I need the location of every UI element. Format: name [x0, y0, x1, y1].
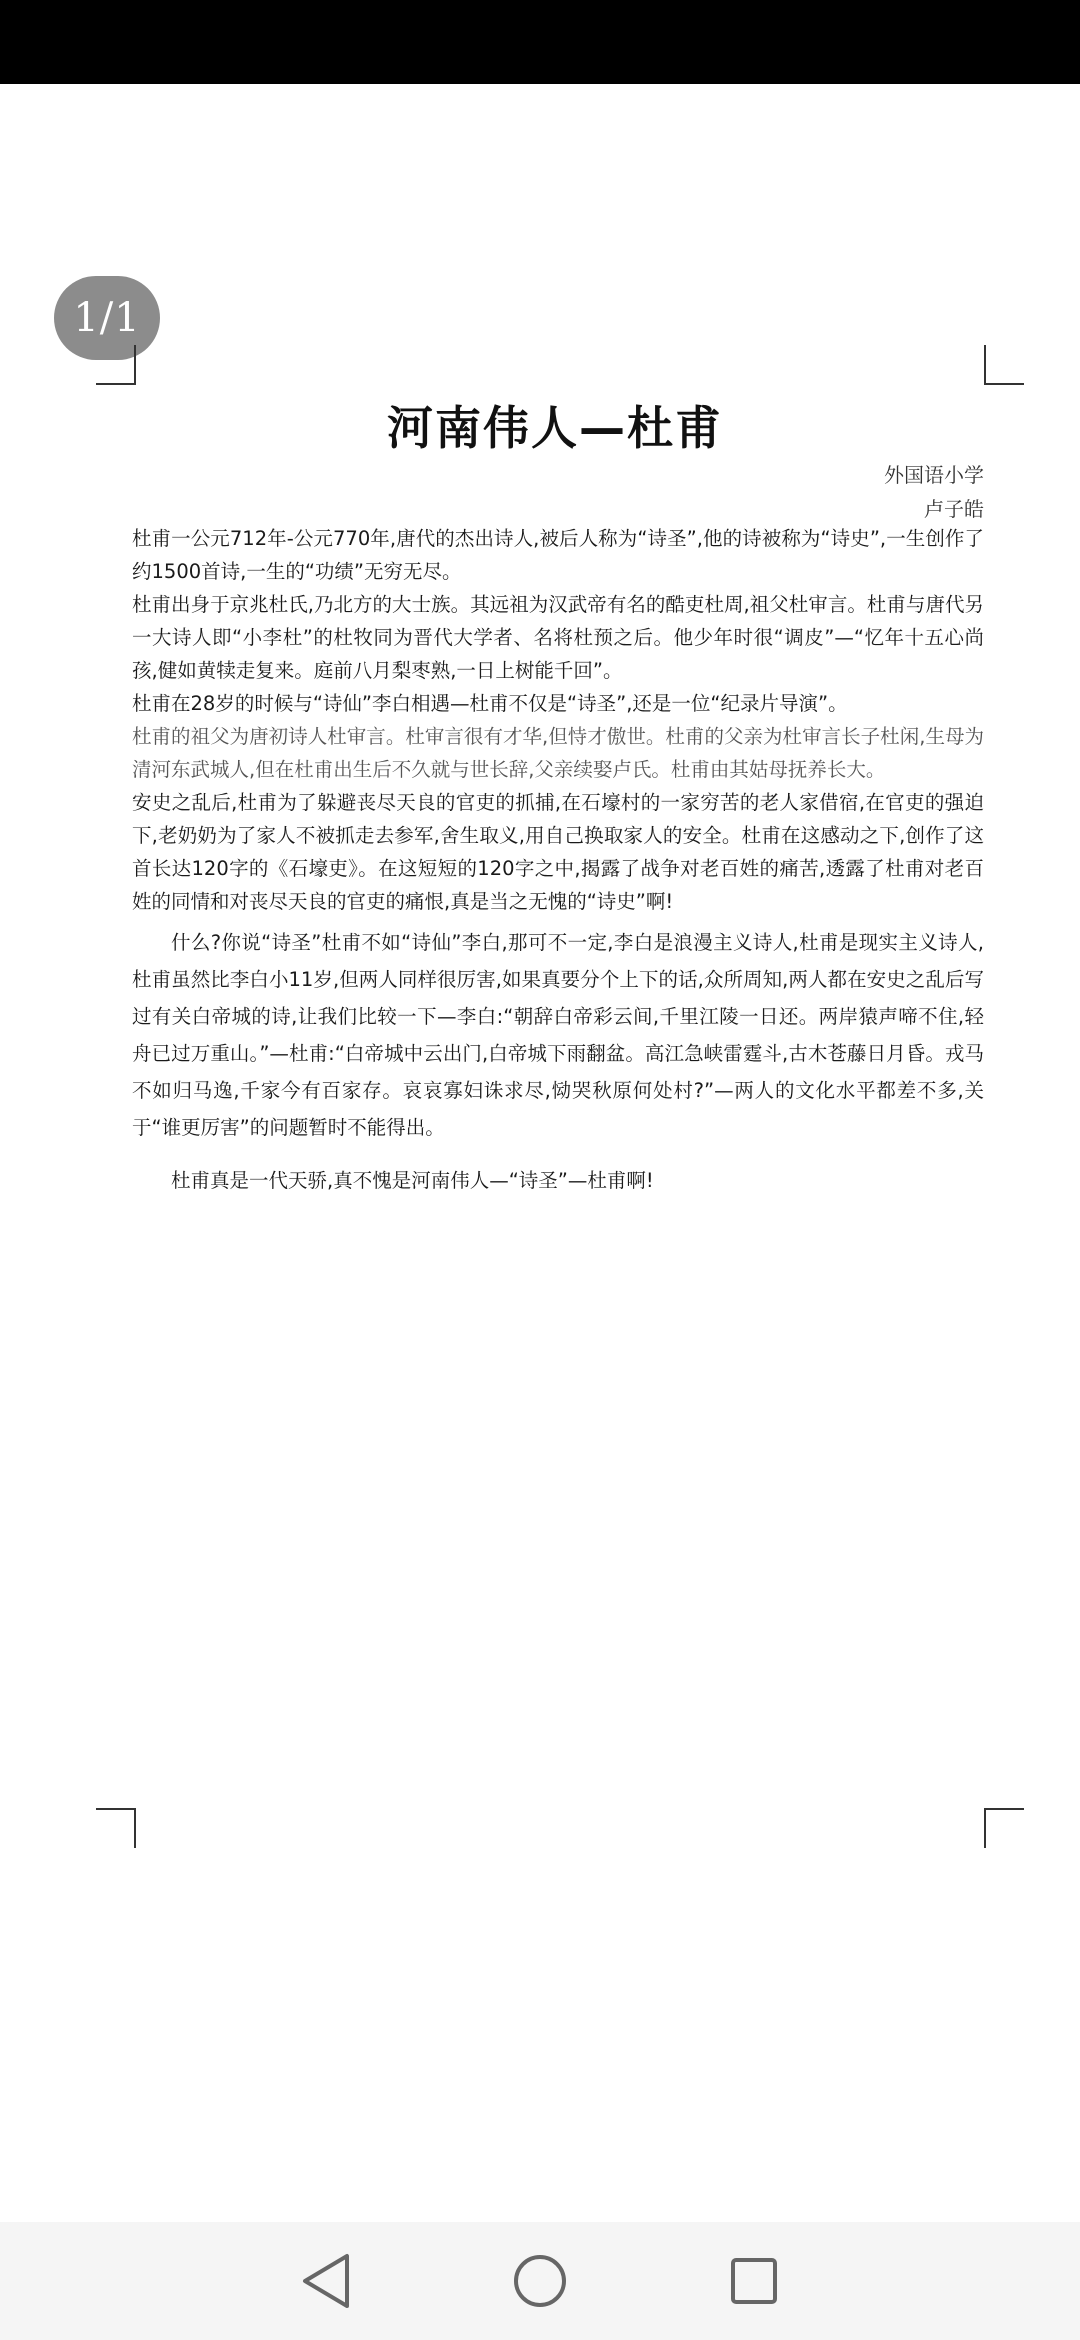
recents-icon [729, 2256, 779, 2306]
paragraph-meeting: 杜甫在28岁的时候与“诗仙”李白相遇—杜甫不仅是“诗圣”,还是一位“纪录片导演”。 [132, 692, 848, 715]
school-name: 外国语小学 [884, 463, 984, 487]
paragraph-family: 杜甫出身于京兆杜氏,乃北方的大士族。其远祖为汉武帝有名的酷吏杜周,祖父杜审言。杜甫与唐代另一大诗人即“小李杜”的杜牧同为晋代大学者、名将杜预之后。他少年时很“调皮”—“忆年十五心尚孩,健如黄犊走复来。庭前八月梨枣熟,一日上树能千回”。 [132, 593, 984, 682]
navigation-bar [0, 2222, 1080, 2340]
page-corner-mark-top-left [96, 345, 136, 385]
home-button[interactable] [508, 2249, 572, 2313]
page-corner-mark-bottom-left [96, 1808, 136, 1848]
document-title: 河南伟人—杜甫 [387, 401, 723, 455]
document-body [132, 522, 984, 1199]
page-corner-mark-bottom-right [984, 1808, 1024, 1848]
recents-button[interactable] [722, 2249, 786, 2313]
back-icon [299, 2252, 353, 2310]
paragraph-conclusion: 杜甫真是一代天骄,真不愧是河南伟人—“诗圣”—杜甫啊! [171, 1169, 654, 1192]
paragraph-grandfather: 杜甫的祖父为唐初诗人杜审言。杜审言很有才华,但恃才傲世。杜甫的父亲为杜审言长子杜闲,生母为清河东武城人,但在杜甫出生后不久就与世长辞,父亲续娶卢氏。杜甫由其姑母抚养长大。 [132, 725, 984, 781]
paragraph-intro: 杜甫一公元712年-公元770年,唐代的杰出诗人,被后人称为“诗圣”,他的诗被称为“诗史”,一生创作了约1500首诗,一生的“功绩”无穷无尽。 [132, 527, 984, 583]
status-bar [0, 0, 1080, 84]
page-indicator: 1/1 [54, 276, 160, 360]
home-icon [512, 2253, 568, 2309]
back-button[interactable] [294, 2249, 358, 2313]
paragraph-comparison: 什么?你说“诗圣”杜甫不如“诗仙”李白,那可不一定,李白是浪漫主义诗人,杜甫是现实主义诗人,杜甫虽然比李白小11岁,但两人同样很厉害,如果真要分个上下的话,众所周知,两人都在安史之乱后写过有关白帝城的诗,让我们比较一下—李白:“朝辞白帝彩云间,千里江陵一日还。两岸猿声啼不住,轻舟已过万重山。”—杜甫:“白帝城中云出门,白帝城下雨翻盆。高江急峡雷霆斗,古木苍藤日月昏。戎马不如归马逸,千家今有百家存。哀哀寡妇诛求尽,恸哭秋原何处村?”—两人的文化水平都差不多,关于“谁更厉害”的问题暂时不能得出。 [132, 931, 984, 1139]
author-block [884, 458, 984, 526]
page-corner-mark-top-right [984, 345, 1024, 385]
author-name: 卢子皓 [924, 497, 984, 521]
paragraph-anshi-rebellion: 安史之乱后,杜甫为了躲避丧尽天良的官吏的抓捕,在石壕村的一家穷苦的老人家借宿,在官吏的强迫下,老奶奶为了家人不被抓走去参军,舍生取义,用自己换取家人的安全。杜甫在这感动之下,创作了这首长达120字的《石壕吏》。在这短短的120字之中,揭露了战争对老百姓的痛苦,透露了杜甫对老百姓的同情和对丧尽天良的官吏的痛恨,真是当之无愧的“诗史”啊! [132, 791, 984, 913]
